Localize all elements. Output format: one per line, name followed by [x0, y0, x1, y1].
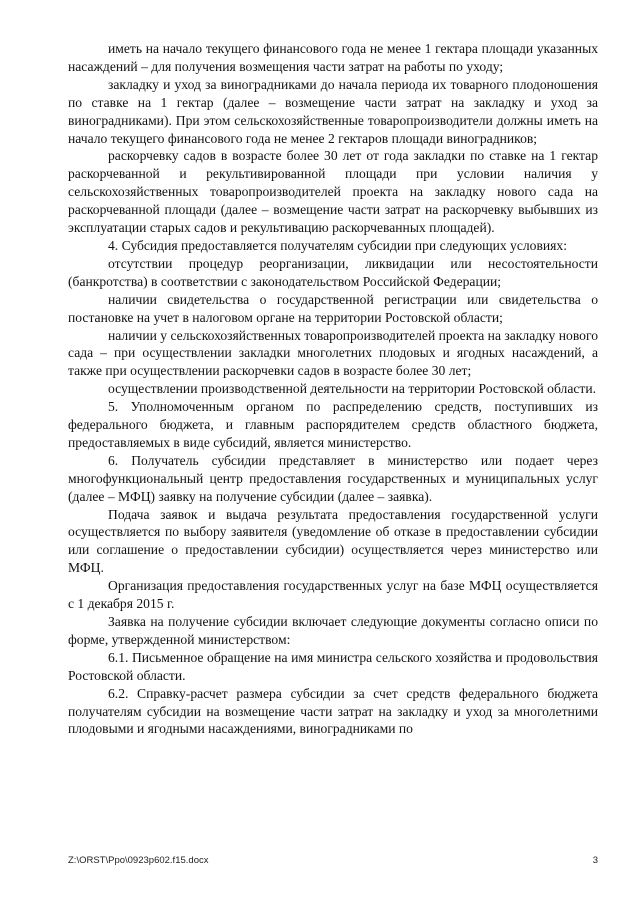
- document-body: [68, 40, 598, 738]
- paragraph: отсутствии процедур реорганизации, ликвидации или несостоятельности (банкротства) в соответствии с законодательством Российской Федерации;: [68, 255, 598, 289]
- paragraph: иметь на начало текущего финансового года не менее 1 гектара площади указанных насаждений – для получения возмещения части затрат на работы по уходу;: [68, 41, 598, 74]
- paragraph: закладку и уход за виноградниками до начала периода их товарного плодоношения по ставке на 1 гектар (далее – возмещение части затрат на закладку и уход за виноградниками). При этом сельскохозяйственные товаропроизводители должны иметь на начало текущего финансового года не менее 2 гектаров площади виноградников;: [68, 76, 598, 146]
- paragraph: 6.2. Справку-расчет размера субсидии за счет средств федерального бюджета получателям субсидии на возмещение части затрат на закладку и уход за многолетними плодовыми и ягодными насаждениями, виноградниками по: [68, 685, 598, 737]
- paragraph: Подача заявок и выдача результата предоставления государственной услуги осуществляется по выбору заявителя (уведомление об отказе в предоставлении субсидии или соглашение о предоставлении субсидии) осуществляется через министерство или МФЦ.: [68, 506, 598, 576]
- page-number: 3: [592, 855, 598, 866]
- paragraph: 4. Субсидия предоставляется получателям субсидии при следующих условиях:: [108, 237, 567, 253]
- paragraph: 5. Уполномоченным органом по распределению средств, поступивших из федерального бюджета, и главным распорядителем средств областного бюджета, предоставляемых в виде субсидий, является министерство.: [68, 399, 598, 450]
- paragraph: наличии у сельскохозяйственных товаропроизводителей проекта на закладку нового сада – при осуществлении закладки многолетних плодовых и ягодных насаждений, а также при осуществлении раскорчевки садов в возрасте более 30 лет;: [68, 327, 598, 379]
- paragraph: наличии свидетельства о государственной регистрации или свидетельства о постановке на учет в налоговом органе на территории Ростовской области;: [68, 291, 598, 325]
- paragraph: 6. Получатель субсидии представляет в министерство или подает через многофункциональный центр предоставления государственных и муниципальных услуг (далее – МФЦ) заявку на получение субсидии (далее – заявка).: [68, 452, 598, 504]
- paragraph: Заявка на получение субсидии включает следующие документы согласно описи по форме, утвержденной министерством:: [68, 614, 598, 647]
- paragraph: раскорчевку садов в возрасте более 30 лет от года закладки по ставке на 1 гектар раскорчеванной и рекультивированной площади при условии наличия у сельскохозяйственных товаропроизводителей проекта на закладку нового сада на раскорчеванной площади (далее – возмещение части затрат на раскорчевку выбывших из эксплуатации старых садов и рекультивацию раскорчеванных площадей).: [68, 148, 598, 236]
- file-path: Z:\ORST\Ppo\0923p602.f15.docx: [68, 855, 209, 866]
- paragraph: Организация предоставления государственных услуг на базе МФЦ осуществляется с 1 декабря 2015 г.: [68, 578, 598, 612]
- paragraph: осуществлении производственной деятельности на территории Ростовской области.: [108, 381, 597, 397]
- paragraph: 6.1. Письменное обращение на имя министра сельского хозяйства и продовольствия Ростовской области.: [68, 649, 598, 683]
